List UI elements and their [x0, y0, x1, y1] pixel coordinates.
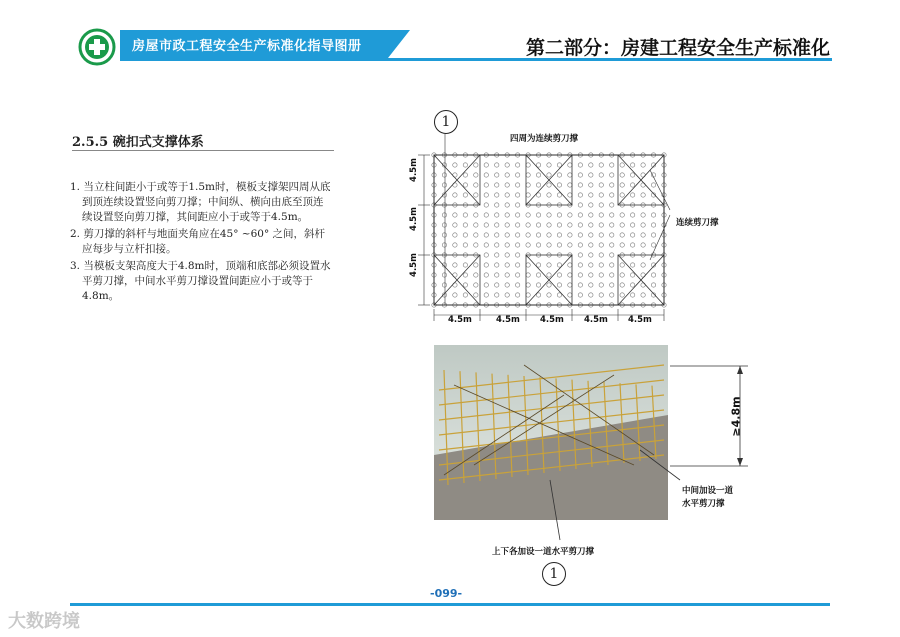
plan-bottom-dim: 4.5m	[448, 315, 472, 325]
pole-grid	[418, 134, 670, 321]
plan-left-dim: 4.5m	[408, 207, 419, 231]
middle-brace-label: 水平剪刀撑	[682, 499, 725, 509]
plan-bottom-dim: 4.5m	[496, 315, 520, 325]
scaffold-plan-diagram	[400, 110, 740, 338]
plan-left-dim: 4.5m	[408, 253, 419, 277]
plan-top-label: 四周为连续剪刀撑	[510, 134, 579, 144]
header-banner-angle	[388, 30, 410, 58]
requirement-item: 1. 当立柱间距小于或等于1.5m时，模板支撑架四周从底到顶连续设置竖向剪刀撑；中间纵、横向由底至顶连续设置竖向剪刀撑，其间距应小于或等于4.5m。	[70, 181, 331, 223]
section-heading: 2.5.5 碗扣式支撑体系	[72, 135, 204, 150]
plan-left-dim: 4.5m	[408, 158, 419, 182]
plan-bottom-dim: 4.5m	[584, 315, 608, 325]
height-label: ≥4.8m	[729, 396, 743, 437]
requirement-item: 3. 当模板支架高度大于4.8m时，顶端和底部必须设置水平剪刀撑，中间水平剪刀撑设置间距应小于或等于4.8m。	[70, 260, 331, 302]
illustration-marker: 1	[542, 562, 566, 586]
booklet-title: 房屋市政工程安全生产标准化指导图册	[132, 39, 362, 54]
page-number: -099-	[430, 587, 463, 600]
safety-logo-icon	[78, 28, 116, 66]
part-title: 第二部分：房建工程安全生产标准化	[525, 37, 830, 59]
plan-right-label: 连续剪刀撑	[676, 218, 719, 228]
plan-marker: 1	[434, 110, 458, 134]
watermark: 大数跨境	[8, 611, 80, 632]
footer-rule	[70, 603, 830, 606]
section-divider	[72, 150, 334, 151]
top-bottom-brace-label: 上下各加设一道水平剪刀撑	[492, 547, 595, 557]
plan-bottom-dim: 4.5m	[540, 315, 564, 325]
plan-bottom-dim: 4.5m	[628, 315, 652, 325]
middle-brace-label: 中间加设一道	[682, 486, 734, 496]
requirement-item: 2. 剪刀撑的斜杆与地面夹角应在45° ~60° 之间，斜杆应每步与立杆扣接。	[70, 228, 326, 255]
requirement-list	[70, 180, 332, 306]
